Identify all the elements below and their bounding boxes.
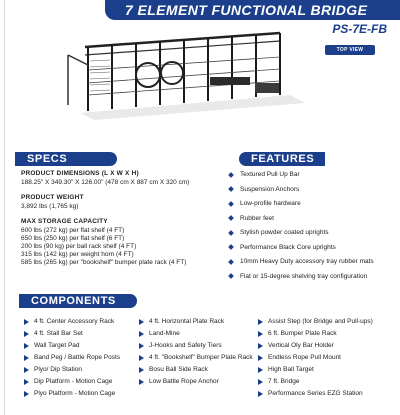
diamond-bullet-icon bbox=[228, 186, 234, 192]
spec-label: PRODUCT WEIGHT bbox=[21, 194, 84, 201]
model-number: PS-7E-FB bbox=[332, 22, 387, 36]
component-item: J-Hooks and Safety Tiers bbox=[138, 342, 256, 350]
arrow-bullet-icon bbox=[24, 367, 29, 373]
arrow-bullet-icon bbox=[258, 355, 263, 361]
specs-section bbox=[21, 170, 226, 274]
feature-item: Textured Pull Up Bar bbox=[229, 171, 399, 179]
component-item: 7 ft. Bridge bbox=[257, 378, 397, 386]
diamond-bullet-icon bbox=[228, 230, 234, 236]
arrow-bullet-icon bbox=[258, 343, 263, 349]
spec-value: 585 lbs (265 kg) per "bookshelf" bumper plate rack (4 FT) bbox=[21, 259, 187, 266]
spec-value: 3,892 lbs (1,765 kg) bbox=[21, 203, 79, 210]
components-column-2 bbox=[138, 318, 256, 390]
component-item: Bosu Ball Side Rack bbox=[138, 366, 256, 374]
component-item: Low Battle Rope Anchor bbox=[138, 378, 256, 386]
arrow-bullet-icon bbox=[24, 355, 29, 361]
component-item: Wall Target Pad bbox=[23, 342, 141, 350]
spec-value: 600 lbs (272 kg) per flat shelf (4 FT) bbox=[21, 227, 125, 234]
component-item: Plyo Platform - Motion Cage bbox=[23, 390, 141, 398]
arrow-bullet-icon bbox=[139, 367, 144, 373]
component-item: Endless Rope Pull Mount bbox=[257, 354, 397, 362]
component-item: Plyo/ Dip Station bbox=[23, 366, 141, 374]
component-item: 4 ft. Stall Bar Set bbox=[23, 330, 141, 338]
spec-value: 650 lbs (250 kg) per flat shelf (6 FT) bbox=[21, 235, 125, 242]
top-view-label: TOP VIEW bbox=[325, 45, 375, 55]
spec-value: 188.25" X 349.30" X 126.00" (478 cm X 887 cm X 320 cm) bbox=[21, 179, 190, 186]
arrow-bullet-icon bbox=[139, 343, 144, 349]
arrow-bullet-icon bbox=[139, 379, 144, 385]
component-item: 4 ft. Horizontal Plate Rack bbox=[138, 318, 256, 326]
spec-dimensions bbox=[21, 170, 226, 187]
arrow-bullet-icon bbox=[139, 331, 144, 337]
arrow-bullet-icon bbox=[139, 319, 144, 325]
diamond-bullet-icon bbox=[228, 259, 234, 265]
component-item: 4 ft. "Bookshelf" Bumper Plate Rack bbox=[138, 354, 256, 362]
spec-storage bbox=[21, 218, 226, 267]
feature-item: Rubber feet bbox=[229, 215, 399, 223]
component-item: Land-Mine bbox=[138, 330, 256, 338]
features-heading: FEATURES bbox=[239, 152, 325, 166]
arrow-bullet-icon bbox=[258, 319, 263, 325]
feature-item: Low-profile hardware bbox=[229, 200, 399, 208]
spec-label: PRODUCT DIMENSIONS (L X W X H) bbox=[21, 170, 139, 177]
feature-item: Flat or 15-degree shelving tray configuration bbox=[229, 273, 399, 281]
arrow-bullet-icon bbox=[24, 379, 29, 385]
spec-sheet-page bbox=[4, 0, 400, 415]
component-item: Vertical Oly Bar Holder bbox=[257, 342, 397, 350]
spec-weight bbox=[21, 194, 226, 211]
specs-heading: SPECS bbox=[15, 152, 117, 166]
components-column-1 bbox=[23, 318, 141, 402]
diamond-bullet-icon bbox=[228, 244, 234, 250]
diamond-bullet-icon bbox=[228, 273, 234, 279]
title-bar bbox=[105, 0, 400, 20]
feature-item: Suspension Anchors bbox=[229, 186, 399, 194]
arrow-bullet-icon bbox=[258, 391, 263, 397]
arrow-bullet-icon bbox=[139, 355, 144, 361]
arrow-bullet-icon bbox=[24, 343, 29, 349]
component-item: 4 ft. Center Accessory Rack bbox=[23, 318, 141, 326]
component-item: Assist Step (for Bridge and Pull-ups) bbox=[257, 318, 397, 326]
diamond-bullet-icon bbox=[228, 215, 234, 221]
component-item: 6 ft. Bumper Plate Rack bbox=[257, 330, 397, 338]
component-item: Dip Platform - Motion Cage bbox=[23, 378, 141, 386]
arrow-bullet-icon bbox=[24, 331, 29, 337]
feature-item: 10mm Heavy Duty accessory tray rubber mats bbox=[229, 258, 399, 266]
diamond-bullet-icon bbox=[228, 201, 234, 207]
spec-value: 200 lbs (90 kg) per ball rack shelf (4 FT) bbox=[21, 243, 137, 250]
arrow-bullet-icon bbox=[258, 379, 263, 385]
components-column-3 bbox=[257, 318, 397, 402]
arrow-bullet-icon bbox=[258, 367, 263, 373]
product-title: 7 ELEMENT FUNCTIONAL BRIDGE bbox=[125, 2, 368, 18]
feature-item: Performance Black Core uprights bbox=[229, 244, 399, 252]
components-heading: COMPONENTS bbox=[19, 294, 137, 308]
features-list bbox=[229, 171, 399, 287]
component-item: Performance Series EZG Station bbox=[257, 390, 397, 398]
arrow-bullet-icon bbox=[24, 319, 29, 325]
component-item: Band Peg / Battle Rope Posts bbox=[23, 354, 141, 362]
diamond-bullet-icon bbox=[228, 172, 234, 178]
feature-item: Stylish powder coated uprights bbox=[229, 229, 399, 237]
product-image bbox=[60, 25, 310, 120]
spec-label: MAX STORAGE CAPACITY bbox=[21, 218, 108, 225]
spec-value: 315 lbs (142 kg) per weight horn (4 FT) bbox=[21, 251, 134, 258]
component-item: High Ball Target bbox=[257, 366, 397, 374]
arrow-bullet-icon bbox=[24, 391, 29, 397]
arrow-bullet-icon bbox=[258, 331, 263, 337]
